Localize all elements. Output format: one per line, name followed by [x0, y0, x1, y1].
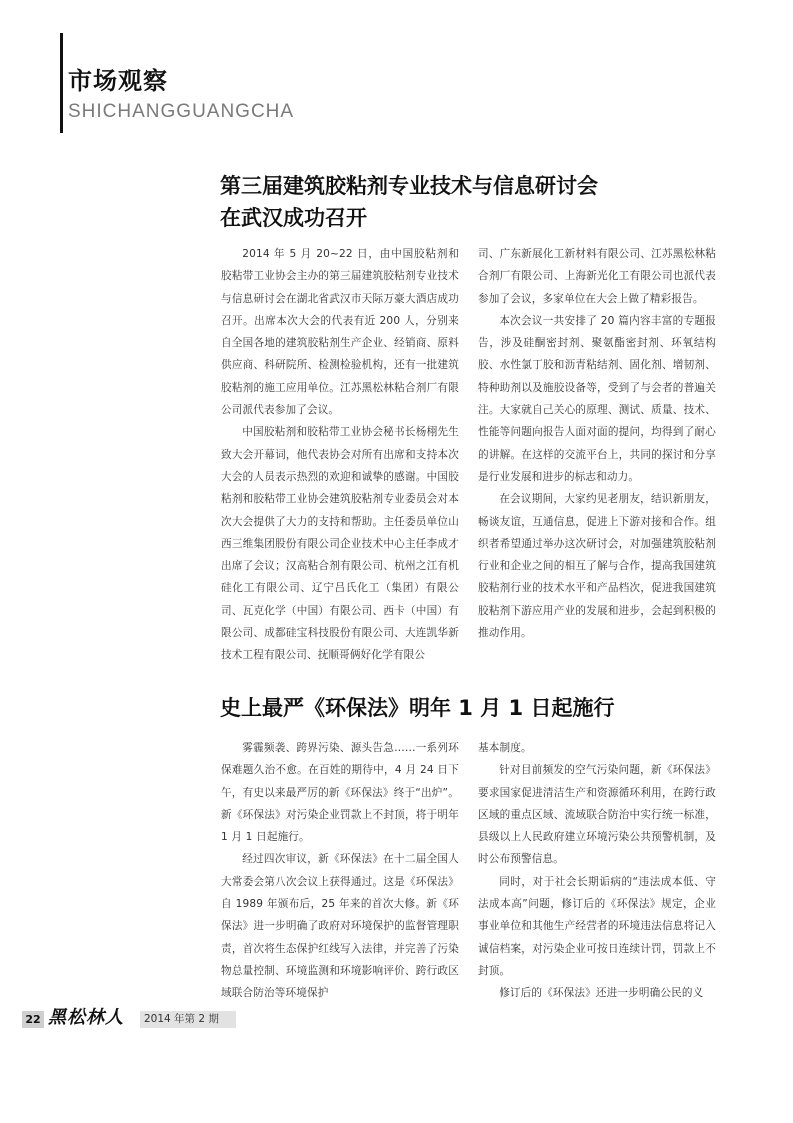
paragraph: 经过四次审议，新《环保法》在十二届全国人大常委会第八次会议上获得通过。这是《环保法》自 1989 年颁布后，25 年来的首次大修。新《环保法》进一步明确了政府对环境保护的监督管理职责，首次将生态保护红线写入法律，并完善了污染物总量控制、环境监测和环境影响评价、跨行政区域联合防治等环境保护 — [221, 853, 459, 1000]
paragraph: 本次会议一共安排了 20 篇内容丰富的专题报告，涉及硅酮密封剂、聚氨酯密封剂、环氧结构胶、水性氯丁胶和沥青粘结剂、固化剂、增韧剂、特种助剂以及施胶设备等，受到了与会者的普遍关注。大家就自己关心的原理、测试、质量、技术、性能等问题向报告人面对面的提问，均得到了耐心的讲解。在这样的交流平台上，共同的探讨和分享是行业发展和进步的标志和动力。 — [478, 314, 716, 483]
article2-left-column — [221, 737, 459, 1005]
article1-right-column — [478, 243, 716, 644]
paragraph: 2014 年 5 月 20~22 日，由中国胶粘剂和胶粘带工业协会主办的第三届建筑胶粘剂专业技术与信息研讨会在湖北省武汉市天际万豪大酒店成功召开。出席本次大会的代表有近 200 人，分别来自全国各地的建筑胶粘剂生产企业、经销商、原料供应商、科研院所、检测检验机构，还有一批建筑胶粘剂的施工应用单位。江苏黑松林粘合剂厂有限公司派代表参加了会议。 — [221, 248, 459, 417]
issue-label: 2014 年第 2 期 — [140, 1011, 236, 1028]
article1-title-line1: 第三届建筑胶粘剂专业技术与信息研讨会 — [220, 174, 598, 198]
article2-title: 史上最严《环保法》明年 1 月 1 日起施行 — [220, 696, 615, 720]
article1-left-column — [221, 243, 459, 667]
paragraph: 雾霾频袭、跨界污染、源头告急……一系列环保难题久治不愈。在百姓的期待中，4 月 24 日下午，有史以来最严厉的新《环保法》终于“出炉”。新《环保法》对污染企业罚款上不封顶，将于明年 1 月 1 日起施行。 — [221, 742, 459, 844]
section-subtitle: SHICHANGGUANGCHA — [68, 101, 295, 122]
magazine-logo: 黑松林人 — [48, 1007, 124, 1028]
paragraph: 同时，对于社会长期诟病的“违法成本低、守法成本高”问题，修订后的《环保法》规定，企业事业单位和其他生产经营者的环境违法信息将记入诚信档案，对污染企业可按日连续计罚，罚款上不封顶。 — [478, 875, 716, 977]
paragraph: 修订后的《环保法》还进一步明确公民的义 — [499, 987, 704, 1000]
article2-right-column — [478, 737, 716, 1005]
paragraph: 在会议期间，大家约见老朋友，结识新朋友，畅谈友谊，互通信息，促进上下游对接和合作。组织者希望通过举办这次研讨会，对加强建筑胶粘剂行业和企业之间的相互了解与合作，提高我国建筑胶粘剂行业的技术水平和产品档次，促进我国建筑胶粘剂下游应用产业的发展和进步，会起到积极的推动作用。 — [478, 493, 716, 640]
paragraph: 基本制度。 — [478, 742, 532, 754]
section-title: 市场观察 — [68, 67, 168, 95]
paragraph: 中国胶粘剂和胶粘带工业协会秘书长杨栩先生致大会开幕词，他代表协会对所有出席和支持本次大会的人员表示热烈的欢迎和诚挚的感谢。中国胶粘剂和胶粘带工业协会建筑胶粘剂专业委员会对本次大会提供了大力的支持和帮助。主任委员单位山西三维集团股份有限公司企业技术中心主任李成才出席了会议；汉高粘合剂有限公司、杭州之江有机硅化工有限公司、辽宁吕氏化工（集团）有限公司、瓦克化学（中国）有限公司、西卡（中国）有限公司、成都硅宝科技股份有限公司、大连凯华新技术工程有限公司、抚顺哥俩好化学有限公 — [221, 426, 459, 662]
page-number: 22 — [22, 1011, 44, 1028]
article1-title-line2: 在武汉成功召开 — [220, 206, 367, 230]
paragraph: 司、广东新展化工新材料有限公司、江苏黑松林粘合剂厂有限公司、上海新光化工有限公司也派代表参加了会议，多家单位在大会上做了精彩报告。 — [478, 248, 716, 305]
section-divider-bar — [60, 33, 63, 133]
paragraph: 针对目前频发的空气污染问题，新《环保法》要求国家促进清洁生产和资源循环利用，在跨行政区域的重点区域、流域联合防治中实行统一标准，县级以上人民政府建立环境污染公共预警机制，及时公布预警信息。 — [478, 764, 716, 866]
